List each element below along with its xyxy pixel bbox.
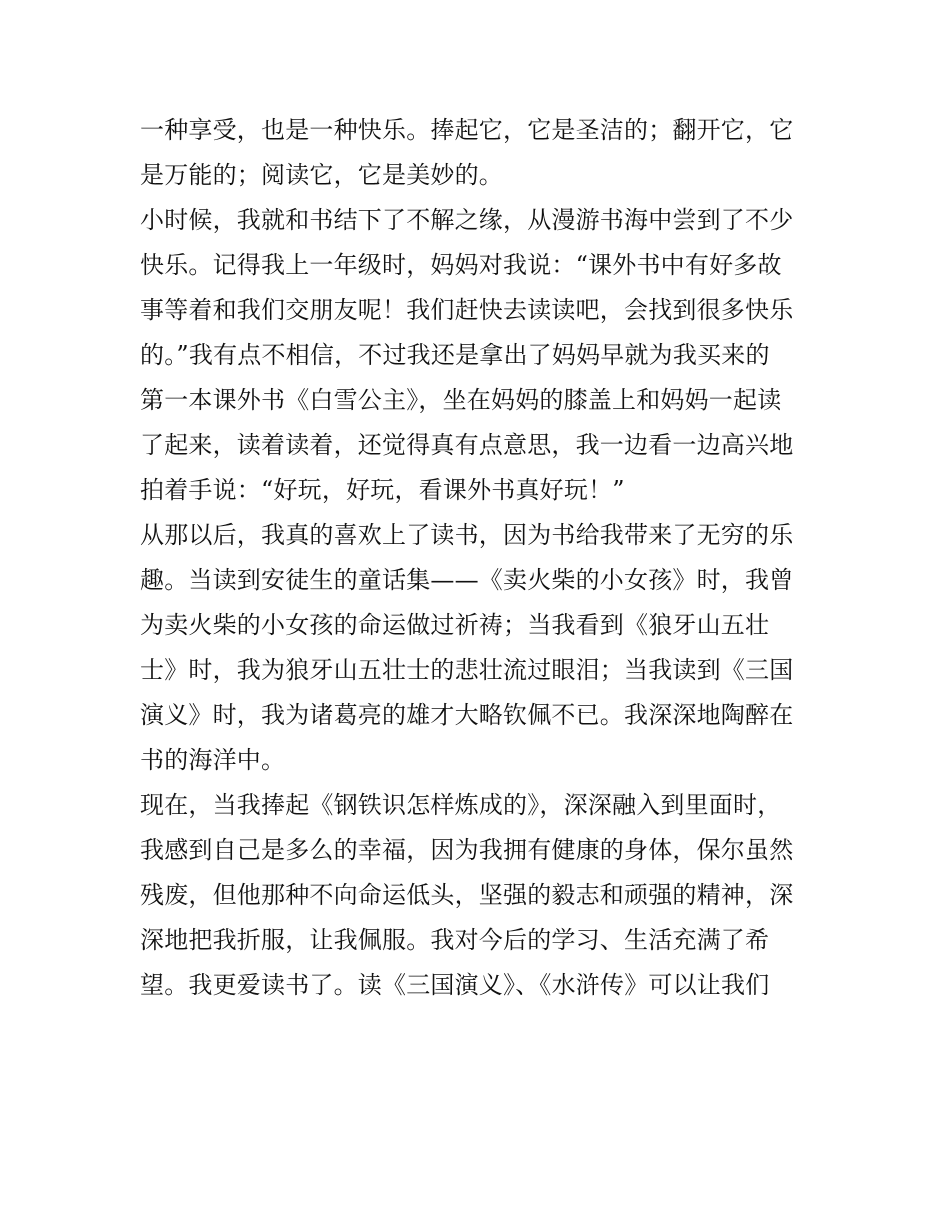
text-line: 演义》时，我为诸葛亮的雄才大略钦佩不已。我深深地陶醉在 <box>140 701 794 729</box>
text-line: 士》时，我为狼牙山五壮士的悲壮流过眼泪；当我读到《三国 <box>140 656 794 684</box>
text-line: 是万能的；阅读它，它是美妙的。 <box>140 161 503 189</box>
text-line: 深地把我折服，让我佩服。我对今后的学习、生活充满了希 <box>140 926 770 954</box>
text-line: 残废，但他那种不向命运低头，坚强的毅志和顽强的精神，深 <box>140 881 794 909</box>
text-line: 的。”我有点不相信，不过我还是拿出了妈妈早就为我买来的 <box>140 341 770 369</box>
text-line: 了起来，读着读着，还觉得真有点意思，我一边看一边高兴地 <box>140 431 794 459</box>
text-line: 一种享受，也是一种快乐。捧起它，它是圣洁的；翻开它，它 <box>140 116 794 144</box>
text-line: 快乐。记得我上一年级时，妈妈对我说：“课外书中有好多故 <box>140 251 782 279</box>
text-line: 第一本课外书《白雪公主》，坐在妈妈的膝盖上和妈妈一起读 <box>140 386 782 414</box>
text-line: 趣。当读到安徒生的童话集——《卖火柴的小女孩》时，我曾 <box>140 566 794 594</box>
text-line: 拍着手说：“好玩，好玩，看课外书真好玩！” <box>140 476 625 504</box>
text-line: 为卖火柴的小女孩的命运做过祈祷；当我看到《狼牙山五壮 <box>140 611 770 639</box>
body-text <box>140 108 820 1008</box>
text-line: 现在，当我捧起《钢铁识怎样炼成的》，深深融入到里面时， <box>140 791 782 819</box>
text-line: 从那以后，我真的喜欢上了读书，因为书给我带来了无穷的乐 <box>140 521 794 549</box>
text-line: 我感到自己是多么的幸福，因为我拥有健康的身体，保尔虽然 <box>140 836 794 864</box>
text-line: 望。我更爱读书了。读《三国演义》、《水浒传》可以让我们 <box>140 971 770 999</box>
text-line: 书的海洋中。 <box>140 746 286 774</box>
text-line: 小时候，我就和书结下了不解之缘，从漫游书海中尝到了不少 <box>140 206 794 234</box>
text-line: 事等着和我们交朋友呢！我们赶快去读读吧，会找到很多快乐 <box>140 296 794 324</box>
